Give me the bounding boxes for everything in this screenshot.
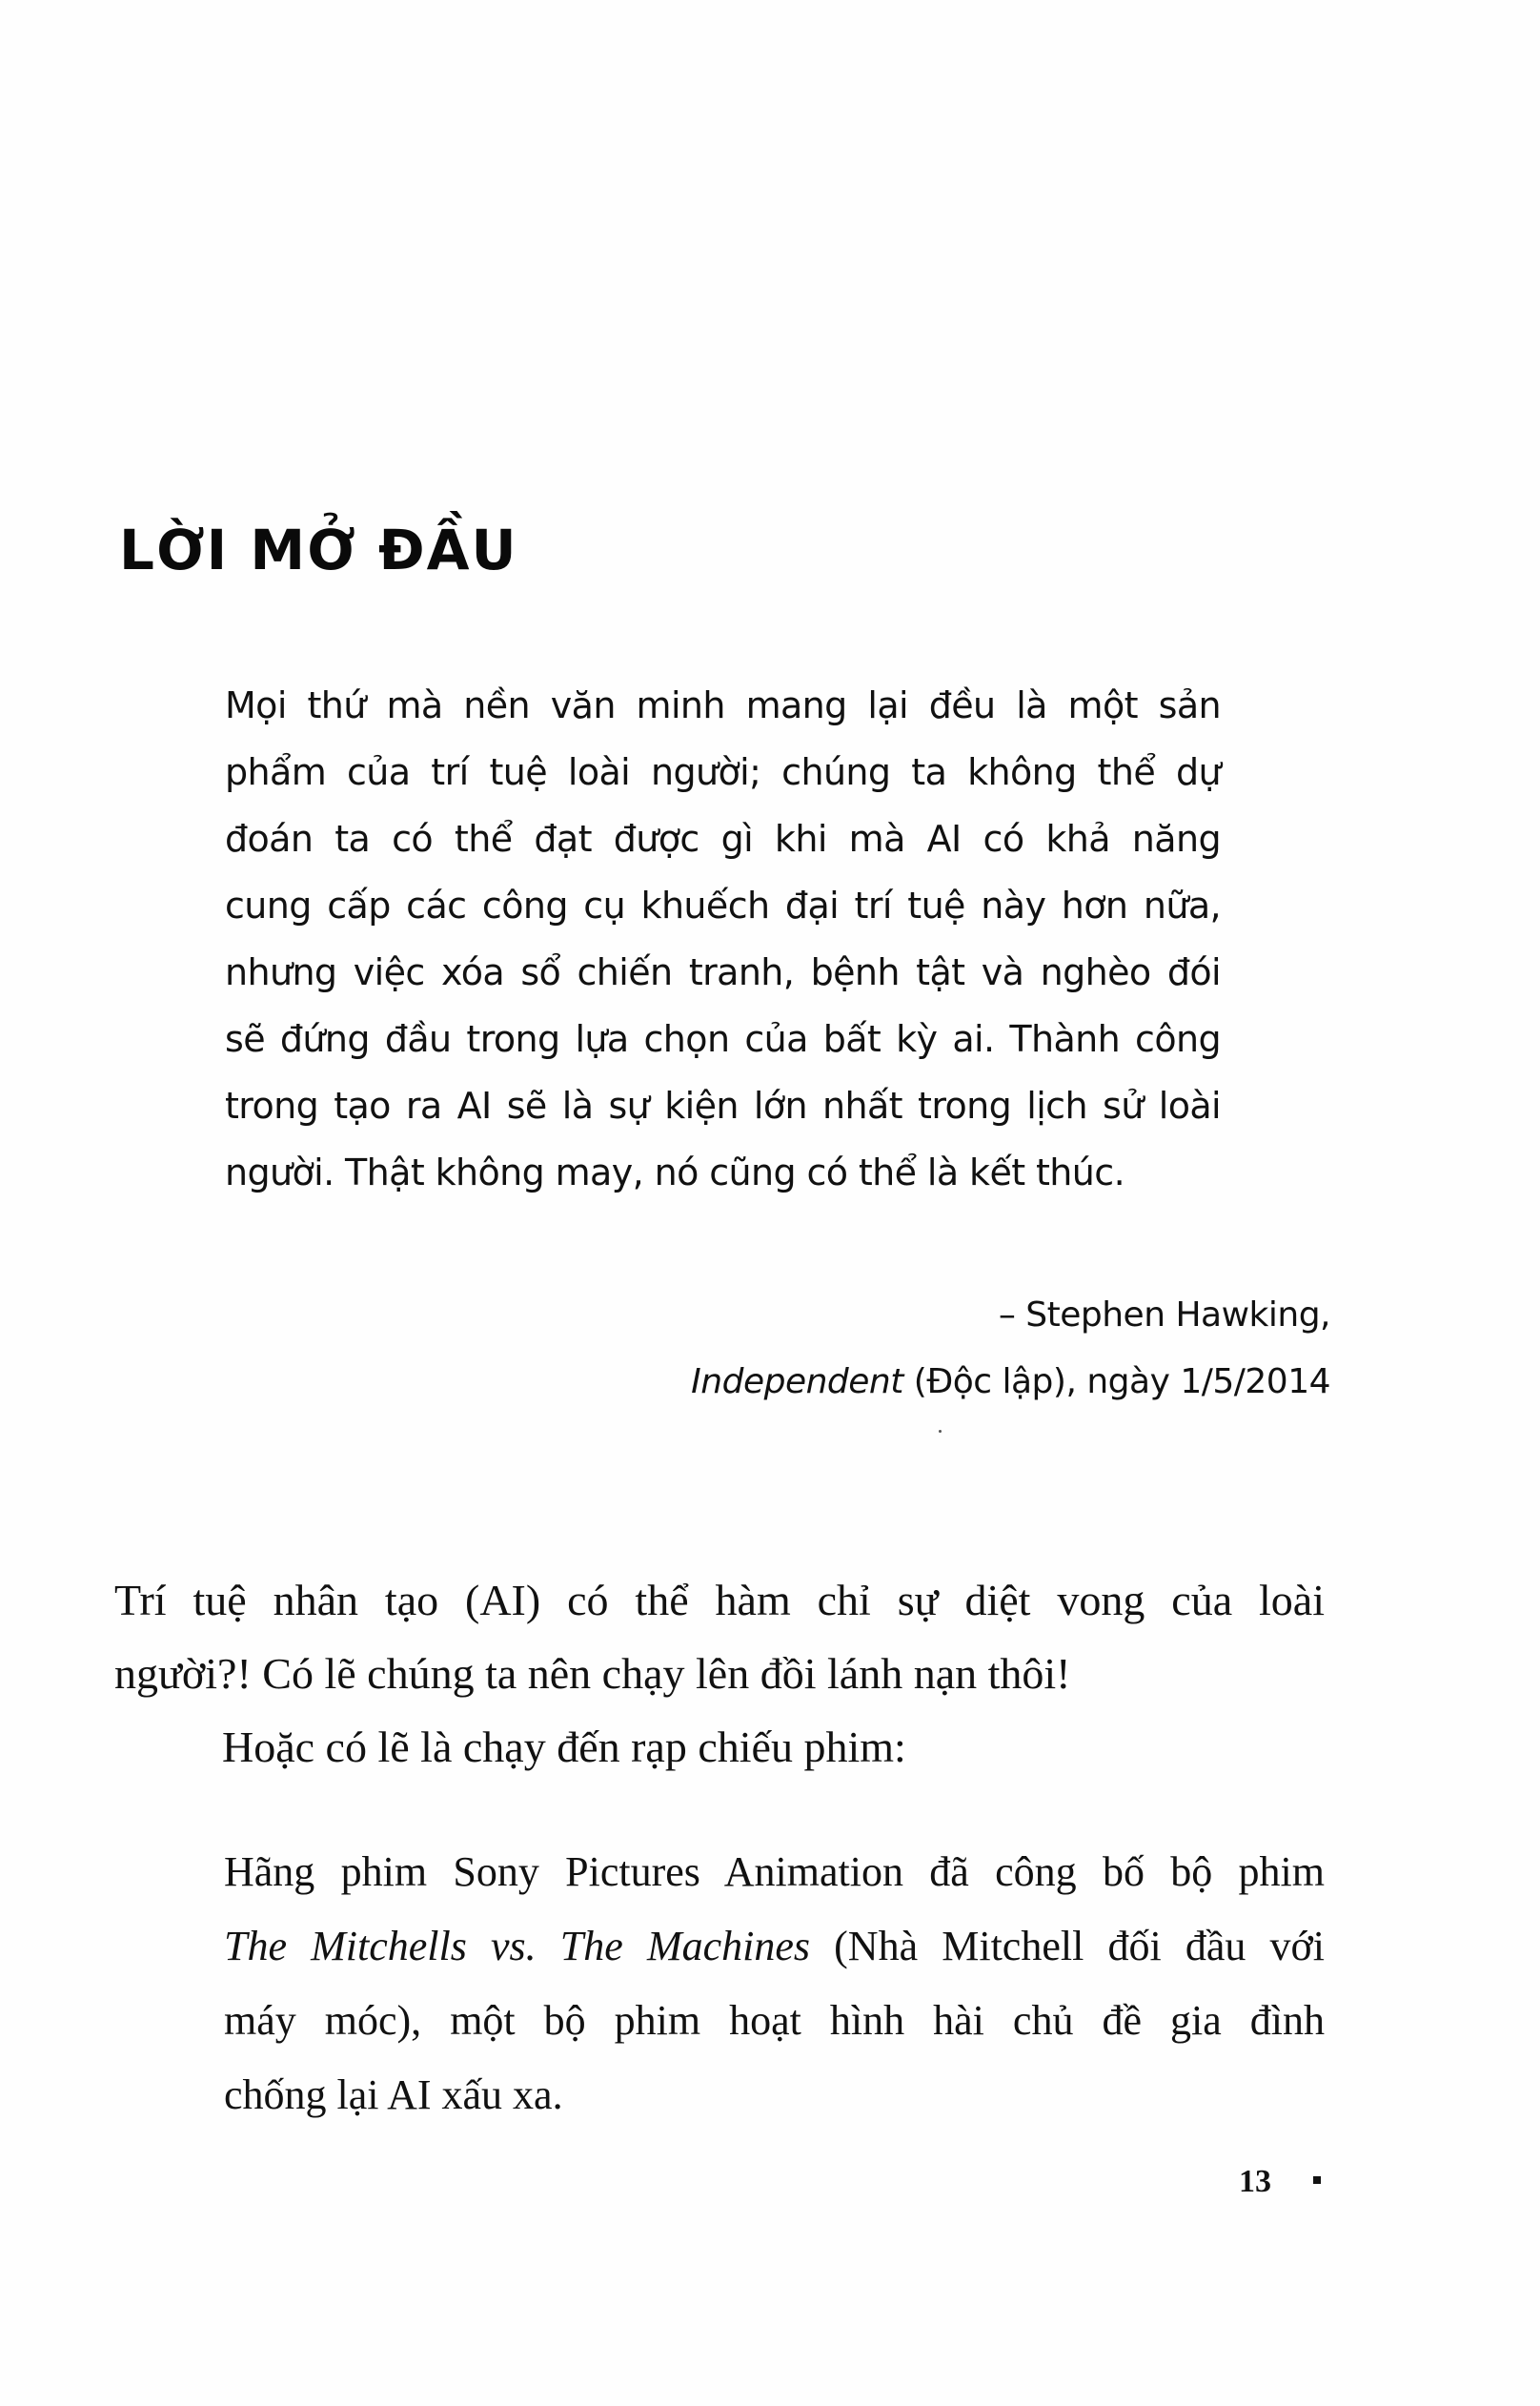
epigraph-line: cung cấp các công cụ khuếch đại trí tuệ này hơn nữa,	[225, 885, 1221, 927]
body-paragraph: Hoặc có lẽ là chạy đến rạp chiếu phim:	[222, 1723, 906, 1771]
epigraph-line: đoán ta có thể đạt được gì khi mà AI có khả năng	[225, 818, 1221, 860]
epigraph-attribution	[691, 1282, 1330, 1416]
epigraph-line: người. Thật không may, nó cũng có thể là kết thúc.	[225, 1152, 1125, 1193]
source-detail: (Độc lập), ngày 1/5/2014	[902, 1362, 1330, 1401]
body-text	[114, 1563, 1325, 1784]
epigraph-line: Mọi thứ mà nền văn minh mang lại đều là một sản	[225, 684, 1221, 726]
epigraph-line: trong tạo ra AI sẽ là sự kiện lớn nhất trong lịch sử loài	[225, 1085, 1221, 1127]
epigraph-line: sẽ đứng đầu trong lựa chọn của bất kỳ ai. Thành công	[225, 1018, 1221, 1060]
film-title-translation: (Nhà Mitchell đối đầu với	[810, 1923, 1325, 1969]
body-line: người?! Có lẽ chúng ta nên chạy lên đồi lánh nạn thôi!	[114, 1649, 1071, 1698]
excerpt-line: máy móc), một bộ phim hoạt hình hài chủ đề gia đình	[224, 1997, 1325, 2044]
excerpt-line: Hãng phim Sony Pictures Animation đã công bố bộ phim	[224, 1848, 1325, 1895]
attribution-source	[691, 1349, 1330, 1416]
excerpt-line: chống lại AI xấu xa.	[224, 2071, 563, 2118]
excerpt-line	[224, 1909, 1325, 1984]
page-bullet-icon	[1313, 2176, 1321, 2184]
attribution-author: – Stephen Hawking,	[998, 1295, 1330, 1335]
chapter-title: LỜI MỞ ĐẦU	[119, 518, 518, 582]
source-title: Independent	[691, 1362, 903, 1401]
page-number: 13	[1239, 2164, 1271, 2199]
scan-speck	[939, 1430, 942, 1433]
film-title: The Mitchells vs. The Machines	[224, 1923, 810, 1969]
epigraph-line: nhưng việc xóa sổ chiến tranh, bệnh tật và nghèo đói	[225, 951, 1221, 993]
epigraph-line: phẩm của trí tuệ loài người; chúng ta không thể dự	[225, 751, 1221, 793]
excerpt-block	[224, 1835, 1325, 2132]
body-line: Trí tuệ nhân tạo (AI) có thể hàm chỉ sự diệt vong của loài	[114, 1576, 1325, 1624]
epigraph-quote	[225, 672, 1221, 1206]
